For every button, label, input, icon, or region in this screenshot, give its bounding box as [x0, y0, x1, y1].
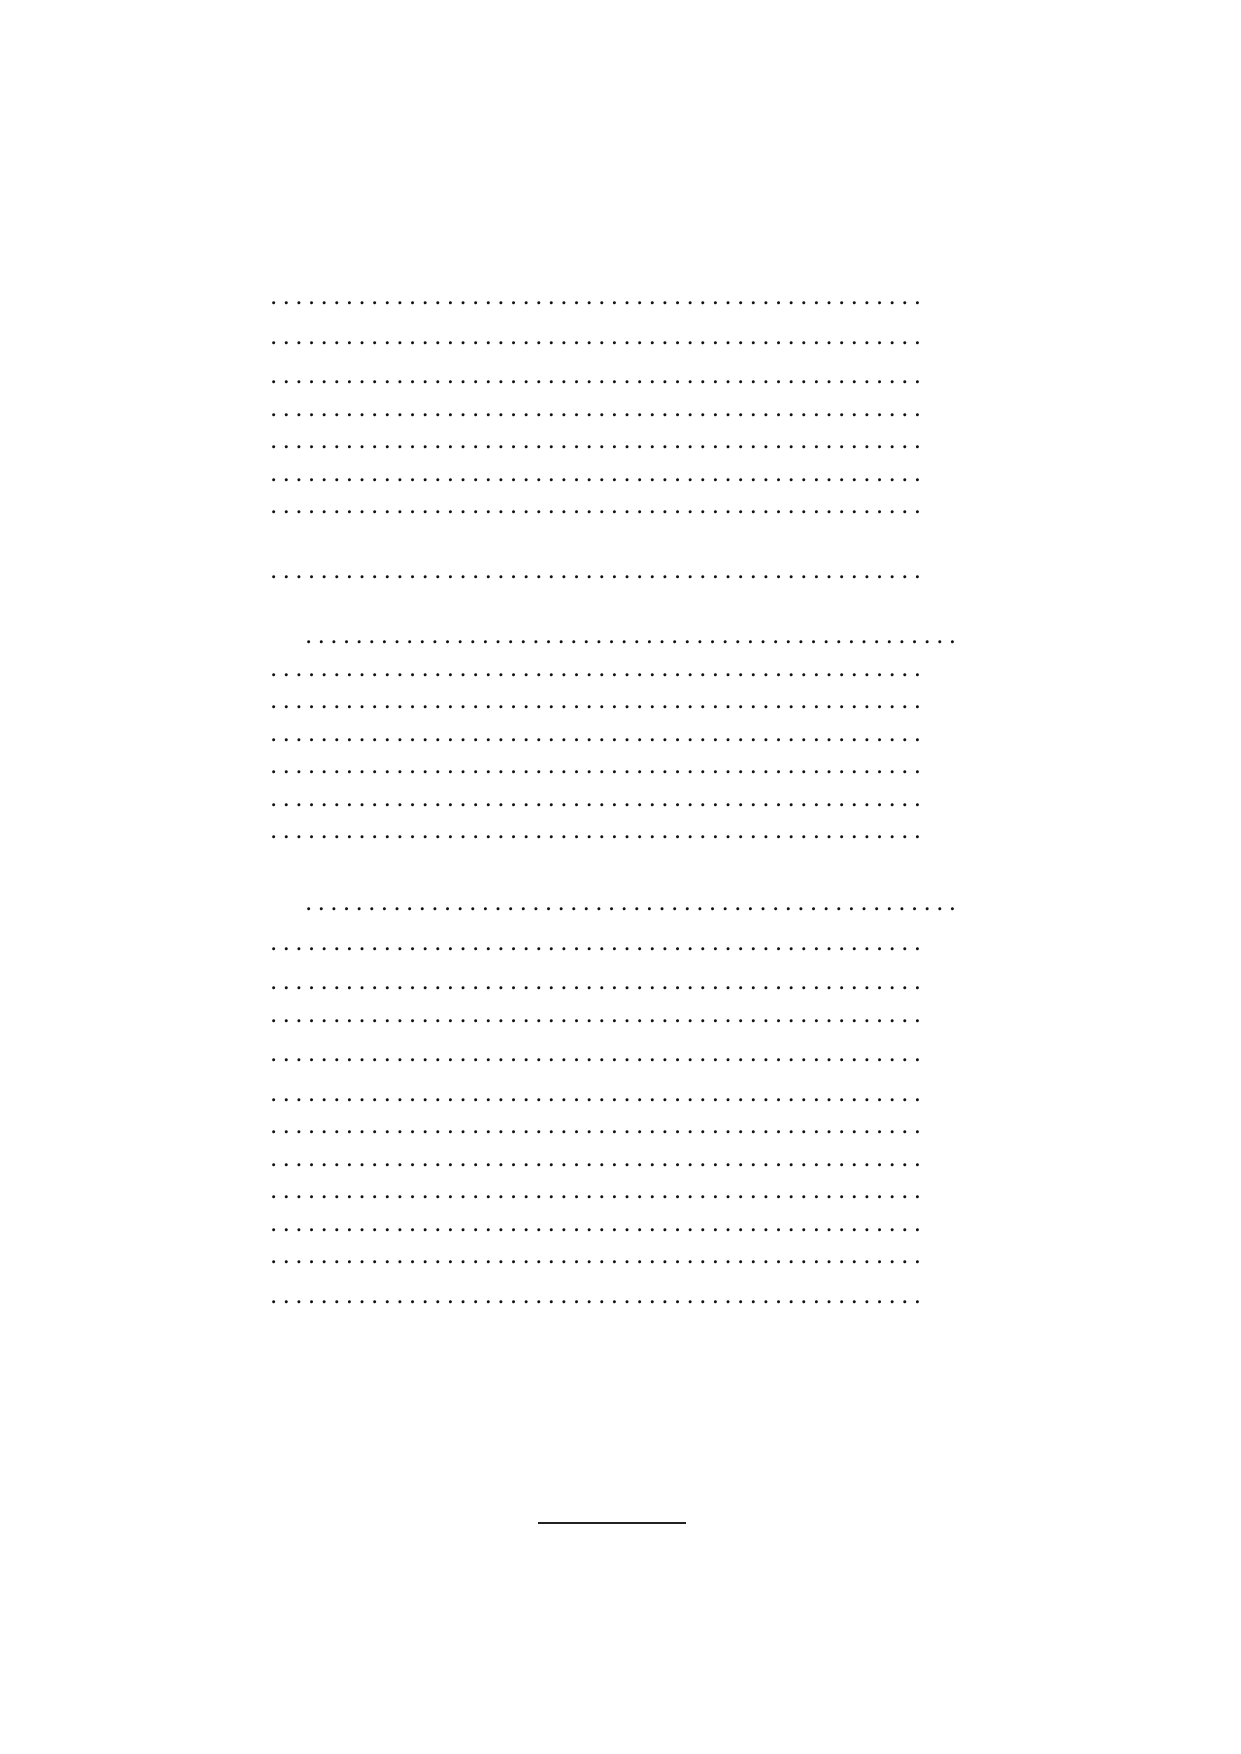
toc-entry-title	[270, 1175, 920, 1208]
toc-entry	[0, 458, 1241, 491]
toc-entry	[0, 1110, 1241, 1143]
toc-entry	[0, 425, 1241, 458]
toc-entry-title	[270, 1208, 920, 1241]
toc-entry-title	[270, 750, 920, 783]
toc-entry	[0, 887, 1241, 920]
toc-entry	[0, 999, 1241, 1032]
toc-entry	[0, 1240, 1241, 1273]
toc-entry	[0, 620, 1241, 653]
toc-entry	[0, 783, 1241, 816]
toc-entry-title	[270, 425, 920, 458]
toc-entry	[0, 685, 1241, 718]
toc-entry	[0, 523, 1241, 556]
toc-entry	[0, 1280, 1241, 1313]
toc-entry-title	[305, 620, 955, 653]
toc-entry	[0, 750, 1241, 783]
toc-entry-title	[270, 1240, 920, 1273]
toc-entry-title	[270, 999, 920, 1032]
toc-entry-title	[270, 783, 920, 816]
toc-entry	[0, 588, 1241, 621]
toc-entry-title	[270, 966, 920, 999]
toc-entry	[0, 1143, 1241, 1176]
toc-entry	[0, 855, 1241, 888]
toc-entry	[0, 815, 1241, 848]
toc-entry-title	[270, 927, 920, 960]
toc-entry	[0, 490, 1241, 523]
toc-entry-title	[270, 718, 920, 751]
toc-entry-title	[270, 490, 920, 523]
toc-entry	[0, 393, 1241, 426]
toc-entry-title	[270, 685, 920, 718]
toc-entry-title	[270, 281, 920, 314]
toc-entry	[0, 1208, 1241, 1241]
toc-entry-title	[270, 653, 920, 686]
toc-entry	[0, 718, 1241, 751]
toc-entry	[0, 360, 1241, 393]
toc-entry-title	[270, 1143, 920, 1176]
toc-entry-title	[270, 458, 920, 491]
toc-entry-title	[270, 393, 920, 426]
toc-entry-title	[270, 555, 920, 588]
toc-entry-title	[270, 1280, 920, 1313]
toc-entry	[0, 653, 1241, 686]
toc-entry	[0, 281, 1241, 314]
toc-entry-title	[270, 815, 920, 848]
toc-entry-title	[270, 1078, 920, 1111]
toc-entry-title	[270, 360, 920, 393]
table-of-contents	[0, 281, 1241, 1312]
toc-entry	[0, 555, 1241, 588]
toc-entry	[0, 966, 1241, 999]
toc-entry-title	[270, 1038, 920, 1071]
toc-entry-title	[270, 1110, 920, 1143]
toc-entry	[0, 1038, 1241, 1071]
closing-rule	[538, 1522, 686, 1524]
toc-entry	[0, 927, 1241, 960]
toc-entry-title	[305, 887, 955, 920]
toc-entry	[0, 1078, 1241, 1111]
toc-entry	[0, 321, 1241, 354]
toc-entry-title	[270, 321, 920, 354]
toc-entry	[0, 1175, 1241, 1208]
